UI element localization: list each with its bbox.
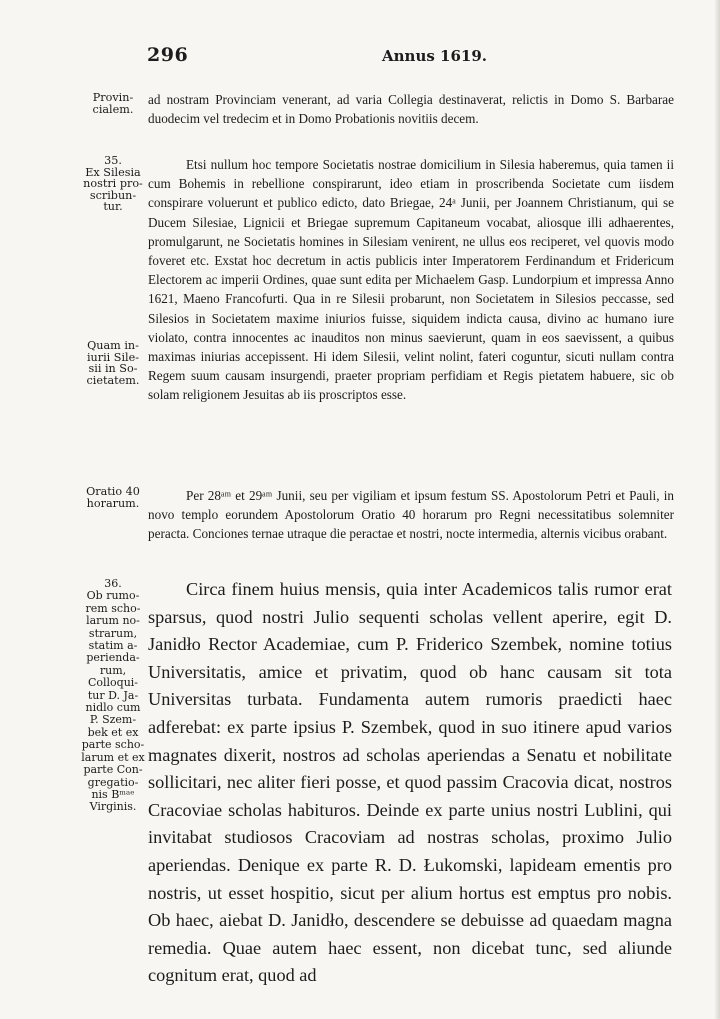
- page-edge-shadow: [714, 0, 720, 1019]
- margin-note-36: 36. Ob rumo- rem scho- larum no- strarum, statim a- perienda- rum, Colloqui- tur D. Ja- nidlo cum P. Szem- bek et ex parte scho- larum et ex parte Con- gregatio- nis Bᵐᵃᵉ Virginis.: [81, 577, 145, 814]
- page-header: [0, 44, 720, 70]
- margin-note-35: 35. Ex Silesia nostri pro- scribun- tur.: [83, 154, 143, 213]
- paragraph-text: Etsi nullum hoc tempore Societatis nostrae domicilium in Silesia haberemus, quia tamen ii cum Bohemis in rebellione conspirarunt, ideo etiam in proscribenda Societate cum iisdem conspirare voluerunt et publico edicto, dato Briegae, 24ᵃ Junii, per Joannem Christianum, qui se Ducem Silesiae, Lignicii et Briegae supremum Capitaneum vocabat, aliosque illi adhaerentes, promulgarunt, ne Societatis homines in Silesiam venirent, ne ullus eos reciperet, vel quovis modo foveret etc. Exstat hoc decretum in actis publicis inter Imperatorem Ferdinandum et Fridericum Electorem ac imperii Ordines, quae sunt edita per Michaelem Gasp. Lundorpium et impressa Anno 1621, Maeno Francofurti. Qua in re Silesii probarunt, non Societatem in Silesios peccasse, sed Silesios in Societatem maxime iniurios fuisse, siquidem indicta causa, divino ac humano iure violato, contra innocentes ac inauditos non minus saevierunt, quam in eos saevissent, a quibus maximas iniurias accepissent. Hi idem Silesii, velint nolint, fateri coguntur, sicuti nullam contra Regem suum causam insurgendi, praeter propriam perfidiam et Regis pietatem habuere, sic ob solam religionem Jesuitas ab iis proscriptos esse.: [148, 157, 674, 403]
- paragraph-text: Circa finem huius mensis, quia inter Academicos talis rumor erat sparsus, quod nostri Julio sequenti scholas vellent aperire, egit D. Janidło Rector Academiae, cum P. Friderico Szembek, nomine totius Universitatis, amice et privatim, quod ob hanc causam sit tota Universitas turbata. Fundamenta autem rumoris praedicti haec adferebat: ex parte ipsius P. Szembek, quod in suo itinere apud varios magnates dixerit, nostros ad scholas aperiendas a Senatu et nobilitate sollicitari, nec aliter fieri posse, et quod passim Cracovia dicat, nostros Cracoviae scholas habituros. Deinde ex parte unius nostri Lublini, qui invitabat studiosos Cracoviam ad nostras scholas, proximo Julio aperiendas. Denique ex parte R. D. Łukomski, lapideam ementis pro nostris, ut esset hospitio, sicut per alium hortus est emptus pro nobis. Ob haec, aiebat D. Janidło, descendere se debuisse ad quaedam magna remedia. Quae autem haec essent, non dicebat tunc, sed aliunde cognitum erat, quod ad: [148, 579, 672, 986]
- margin-note-oratio: Oratio 40 horarum.: [86, 485, 140, 510]
- page-number: 296: [147, 44, 189, 66]
- margin-note-iniurii: Quam in- iurii Sile- sii in So- cietatem.: [86, 339, 140, 387]
- paragraph-text: Per 28ᵃᵐ et 29ᵃᵐ Junii, seu per vigiliam et ipsum festum SS. Apostolorum Petri et Pauli, in novo templo eorundem Apostolorum Oratio 40 horarum pro Regni necessitatibus solemniter peracta. Conciones ternae utraque die peractae et nostri, nocte intermedia, alternis vicibus orabant.: [148, 488, 674, 542]
- paragraph-text: ad nostram Provinciam venerant, ad varia Collegia destinaverat, relictis in Domo S. Barbarae duodecim vel tredecim et in Domo Probationis novitiis decem.: [148, 92, 674, 127]
- margin-note-provincialem: Provin- cialem.: [92, 91, 134, 116]
- running-head: Annus 1619.: [382, 47, 487, 65]
